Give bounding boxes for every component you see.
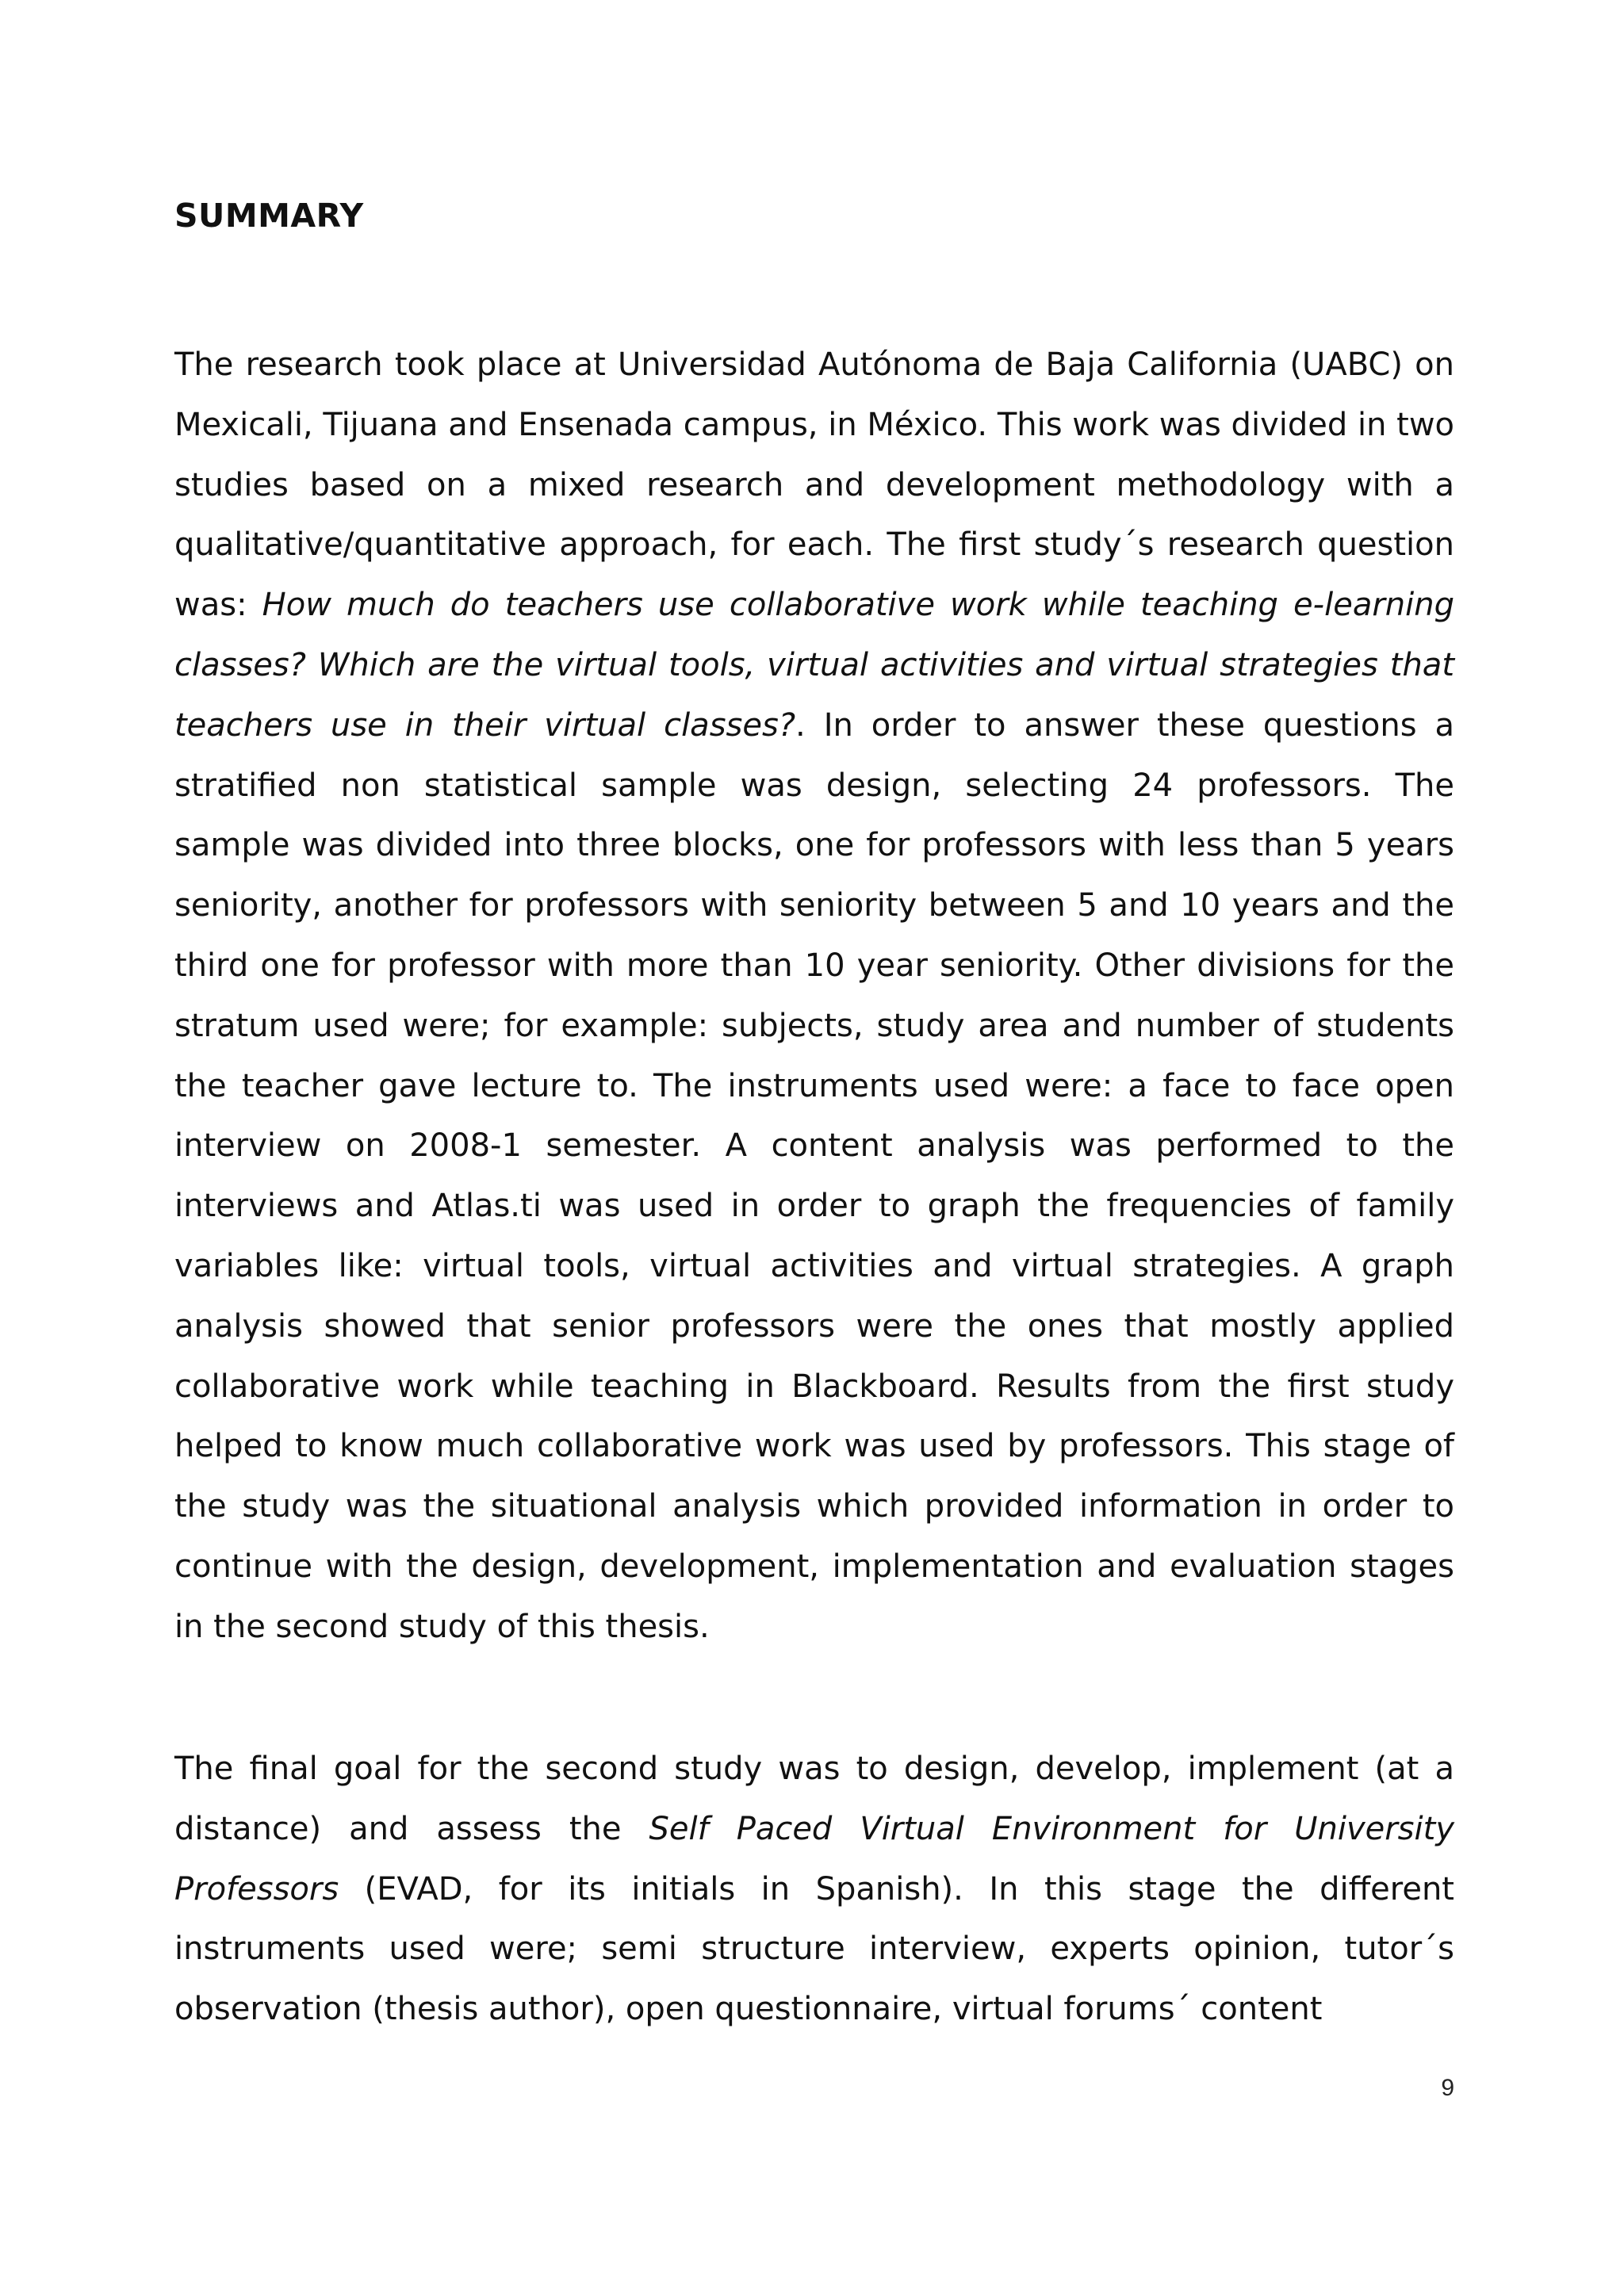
summary-paragraph-1 [174,335,1454,1658]
page-number: 9 [1441,2075,1454,2101]
paragraph-1-research-question: How much do teachers use collaborative work while teaching e-learning classes? Which are the virtual tools, virtual activities and virtual strategies that teachers use in their virtual classes? [174,587,1454,744]
paragraph-1-text-b: . In order to answer these questions a stratified non statistical sample was design, selecting 24 professors. The sample was divided into three blocks, one for professors with less than 5 years seniority, another for professors with seniority between 5 and 10 years and the third one for professor with more than 10 year seniority. Other divisions for the stratum used were; for example: subjects, study area and number of students the teacher gave lecture to. The instruments used were: a face to face open interview on 2008-1 semester. A content analysis was performed to the interviews and Atlas.ti was used in order to graph the frequencies of family variables like: virtual tools, virtual activities and virtual strategies. A graph analysis showed that senior professors were the ones that mostly applied collaborative work while teaching in Blackboard. Results from the first study helped to know much collaborative work was used by professors. This stage of the study was the situational analysis which provided information in order to continue with the design, development, implementation and evaluation stages in the second study of this thesis. [174,706,1454,1645]
paragraph-1-text-a: The research took place at Universidad Autónoma de Baja California (UABC) on Mexicali, Tijuana and Ensenada campus, in México. This work was divided in two studies based on a mixed research and development methodology with a qualitative/quantitative approach, for each. The first study´s research question was: [174,346,1455,624]
section-heading: SUMMARY [174,197,364,235]
paragraph-2-environment-title: Self Paced Virtual Environment for University Professors [174,1810,1454,1908]
summary-paragraph-2 [174,1739,1454,2040]
paragraph-2-text-b: (EVAD, for its initials in Spanish). In this stage the different instruments used were; semi structure interview, experts opinion, tutor´s observation (thesis author), open questionnaire, virtual forums´ content [174,1870,1454,2028]
paragraph-2-text-a: The final goal for the second study was to design, develop, implement (at a distance) and assess the [174,1751,1454,1847]
